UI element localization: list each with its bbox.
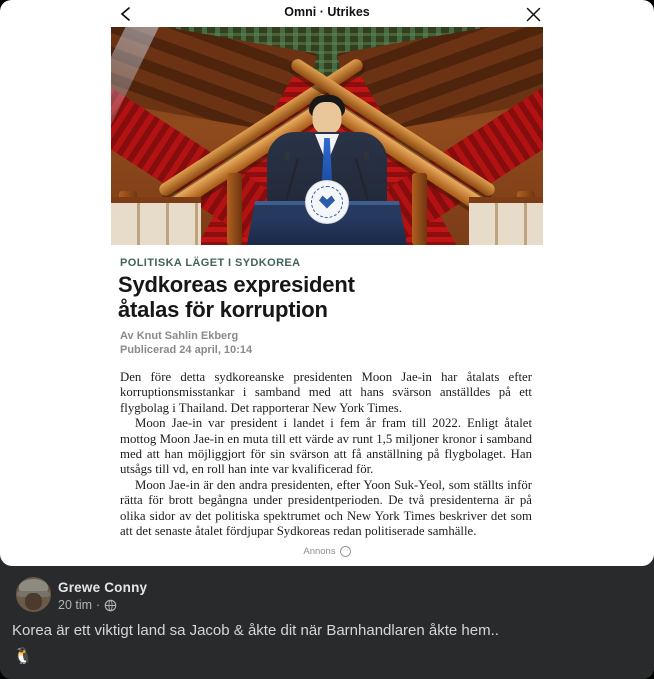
hero-newel-post: [412, 173, 427, 245]
article-byline: Av Knut Sahlin Ekberg: [120, 330, 239, 342]
ad-label-row: [0, 546, 654, 557]
article-image: [111, 27, 543, 245]
avatar-face: [25, 593, 42, 610]
globe-icon: [104, 599, 117, 612]
figure-face: [313, 102, 342, 134]
hero-wall-panel: [469, 197, 543, 245]
ad-label: Annons: [303, 546, 336, 557]
paragraph: Den före detta sydkoreanske presidenten Moon Jae-in har åtalats efter korruptionsmisstankar i samband med att hans svärson anställdes på ett flygbolag i Thailand. Det rapporterar New York Times.: [120, 370, 532, 415]
hero-newel-post: [227, 173, 242, 245]
article-published: Publicerad 24 april, 10:14: [120, 344, 253, 356]
header-title: Omni · Utrikes: [284, 5, 370, 19]
penguin-emoji: 🐧: [13, 648, 33, 665]
post-author[interactable]: Grewe Conny: [58, 580, 148, 595]
article-body: [120, 370, 532, 539]
ad-info-icon[interactable]: ···: [340, 546, 351, 557]
post-text: Korea är ett viktigt land sa Jacob & åkte dit när Barnhandlaren åkte hem..: [12, 622, 499, 639]
presidential-seal: [306, 181, 348, 223]
meta-separator: ·: [96, 598, 101, 612]
post-timestamp[interactable]: 20 tim: [58, 598, 93, 612]
paragraph: Moon Jae-in är den andra presidenten, efter Yoon Suk-Yeol, som ställts inför rätta för brott begångna under presidentperioden. De två presidenterna är på olika sidor av det politiska spektrumet och New York Times beskriver det som att det senaste åtalet fördjupar Sydkoreas redan politiserade samhälle.: [120, 477, 532, 539]
close-button[interactable]: [520, 2, 546, 26]
avatar[interactable]: [16, 577, 51, 612]
paragraph: Moon Jae-in var president i landet i fem år fram till 2022. Enligt åtalet mottog Moon Jae-in en muta till ett värde av runt 1,5 miljoner kronor i samband med att han möjliggjort för sin svärson att få anställning på flygbolaget. Han utsågs till vd, en roll han inte var kvalificerad för.: [120, 416, 532, 477]
article-kicker[interactable]: POLITISKA LÄGET I SYDKOREA: [120, 257, 301, 269]
article-headline: Sydkoreas expresident åtalas för korruption: [118, 272, 355, 322]
hero-wall-panel: [111, 197, 201, 245]
post-meta: [58, 598, 117, 612]
